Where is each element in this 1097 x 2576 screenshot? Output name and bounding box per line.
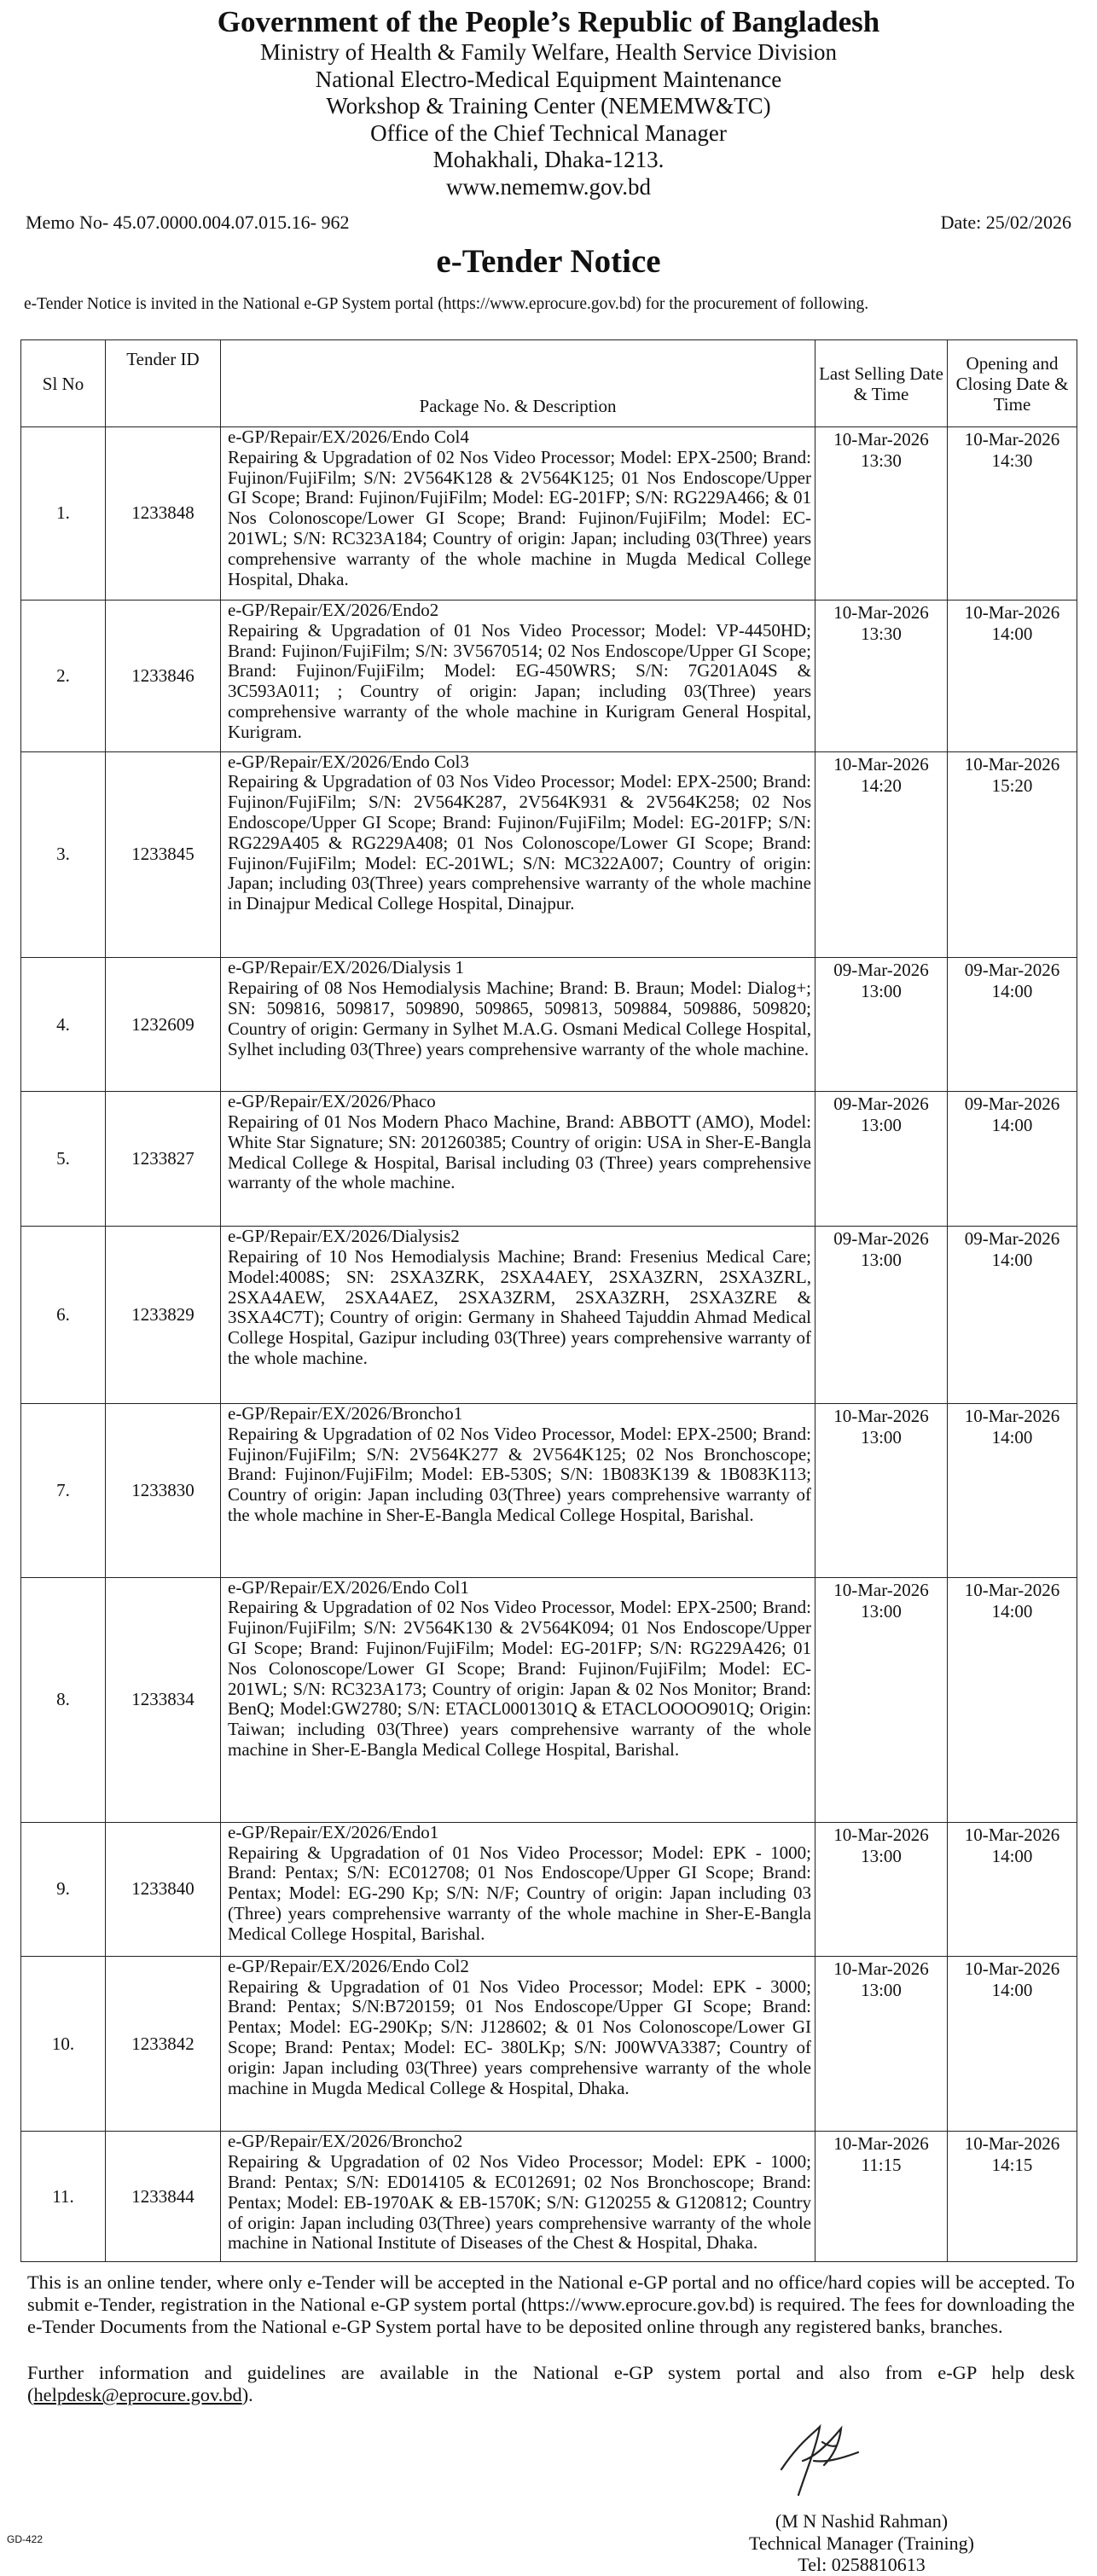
last-selling-date: 09-Mar-2026 <box>833 960 929 981</box>
tender-id-cell: 1233827 <box>106 1092 221 1227</box>
sl-no-cell: 2. <box>21 600 106 751</box>
last-selling-date: 10-Mar-2026 <box>833 429 929 450</box>
opening-date: 10-Mar-2026 <box>964 1579 1060 1600</box>
package-number: e-GP/Repair/EX/2026/Endo Col1 <box>228 1576 469 1598</box>
tender-table <box>20 339 1077 2262</box>
opening-date: 09-Mar-2026 <box>964 1228 1060 1250</box>
last-selling-time: 13:00 <box>861 1115 902 1136</box>
website-link[interactable]: www.nememw.gov.bd <box>446 173 651 200</box>
tender-id-cell: 1233830 <box>106 1403 221 1577</box>
table-row <box>21 600 1077 751</box>
table-row <box>21 1822 1077 1956</box>
last-selling-cell <box>815 2132 948 2262</box>
notice-date: Date: 25/02/2026 <box>940 212 1071 233</box>
package-description: Repairing of 08 Nos Hemodialysis Machine; Brand: B. Braun; Model: Dialog+; SN: 509816, 509817, 509890, 509865, 509813, 509884, 509886, 509820; Country of origin: Germany in Sylhet M.A.G. Osmani Medical College Hospital, Sylhet including 03(Three) years comprehensive warranty of the whole machine. <box>228 978 811 1059</box>
helpdesk-email-link[interactable]: helpdesk@eprocure.gov.bd <box>33 2384 242 2405</box>
last-selling-date: 10-Mar-2026 <box>833 1405 929 1426</box>
opening-closing-cell <box>948 1227 1077 1404</box>
last-selling-time: 13:00 <box>861 1600 902 1622</box>
table-row <box>21 1227 1077 1404</box>
package-number: e-GP/Repair/EX/2026/Endo1 <box>228 1821 439 1842</box>
description-cell <box>221 1822 815 1956</box>
last-selling-date: 10-Mar-2026 <box>833 2133 929 2155</box>
memo-row <box>26 212 1071 237</box>
last-selling-date: 10-Mar-2026 <box>833 601 929 623</box>
last-selling-cell <box>815 1092 948 1227</box>
last-selling-time: 13:00 <box>861 1426 902 1448</box>
package-number: e-GP/Repair/EX/2026/Endo Col2 <box>228 1955 469 1976</box>
opening-date: 10-Mar-2026 <box>964 753 1060 775</box>
opening-closing-cell <box>948 2132 1077 2262</box>
last-selling-time: 13:00 <box>861 1979 902 2000</box>
table-row <box>21 427 1077 600</box>
opening-time: 14:00 <box>991 1979 1033 2000</box>
package-number: e-GP/Repair/EX/2026/Endo Col3 <box>228 751 469 772</box>
description-cell <box>221 2132 815 2262</box>
sl-no-cell: 9. <box>21 1822 106 1956</box>
tender-id-cell: 1233846 <box>106 600 221 751</box>
opening-time: 14:00 <box>991 623 1033 644</box>
last-selling-date: 09-Mar-2026 <box>833 1228 929 1250</box>
opening-time: 14:00 <box>991 1600 1033 1622</box>
opening-closing-cell <box>948 1956 1077 2132</box>
opening-closing-cell <box>948 1822 1077 1956</box>
header-last-selling: Last Selling Date & Time <box>815 340 948 427</box>
sl-no-cell: 1. <box>21 427 106 600</box>
package-description: Repairing & Upgradation of 02 Nos Video Processor, Model: EPX-2500; Brand: Fujinon/FujiFilm; S/N: 2V564K130 & 2V564K094; 01 Nos Endoscope/Upper GI Scope; Brand: Fujinon/FujiFilm; Model: EG-201FP; S/N: RG229A426; 01 Nos Colonoscope/Lower GI Scope; Brand: Fujinon/FujiFilm; Model: EC-201WL; S/N: RC323A173; Country of origin: Japan & 02 Nos Monitor; Brand: BenQ; Model:GW2780; S/N: ETACL0001301Q & ETACLOOOO901Q; Origin: Taiwan; including 03(Three) years comprehensive warranty of the whole machine in Sher-E-Bangla Medical College Hospital, Barishal. <box>228 1597 811 1760</box>
header-tender-id: Tender ID <box>106 340 221 427</box>
letterhead <box>0 5 1097 200</box>
opening-closing-cell <box>948 751 1077 958</box>
last-selling-cell <box>815 958 948 1092</box>
package-description: Repairing & Upgradation of 01 Nos Video Processor; Model: EPK - 1000; Brand: Pentax; S/N: EC012708; 01 Nos Endoscope/Upper GI Scope; Brand: Pentax; Model: EG-290 Kp; S/N: N/F; Country of origin: Japan including 03 (Three) years comprehensive warranty of the whole machine in Sher-E-Bangla Medical College Hospital, Barishal. <box>228 1842 811 1944</box>
opening-time: 14:00 <box>991 981 1033 1002</box>
table-row <box>21 1403 1077 1577</box>
last-selling-time: 13:00 <box>861 1845 902 1866</box>
table-row <box>21 1577 1077 1822</box>
memo-number: Memo No- 45.07.0000.004.07.015.16- 962 <box>26 212 350 233</box>
header-opening-closing: Opening and Closing Date & Time <box>948 340 1077 427</box>
ministry-line: Ministry of Health & Family Welfare, Health Service Division <box>260 39 837 65</box>
package-number: e-GP/Repair/EX/2026/Dialysis2 <box>228 1226 460 1247</box>
sl-no-cell: 7. <box>21 1403 106 1577</box>
opening-date: 10-Mar-2026 <box>964 601 1060 623</box>
opening-time: 14:30 <box>991 450 1033 471</box>
description-cell <box>221 1403 815 1577</box>
sl-no-cell: 10. <box>21 1956 106 2132</box>
opening-date: 10-Mar-2026 <box>964 1958 1060 1979</box>
last-selling-time: 13:00 <box>861 981 902 1002</box>
last-selling-cell <box>815 1822 948 1956</box>
further-info-text: Further information and guidelines are available in the National e-GP system portal and also from e-GP help desk <box>27 2362 1075 2383</box>
signatory-tel: Tel: 0258810613 <box>798 2554 926 2575</box>
tender-id-cell: 1233834 <box>106 1577 221 1822</box>
description-cell <box>221 1577 815 1822</box>
description-cell <box>221 1956 815 2132</box>
signature-mark <box>773 2410 867 2503</box>
package-description: Repairing & Upgradation of 01 Nos Video Processor; Model: EPK - 3000; Brand: Pentax; S/N:B720159; 01 Nos Endoscope/Upper GI Scope; Brand: Pentax; Model: EG-290Kp; S/N: J128602; & 01 Nos Colonoscope/Lower GI Scope; Brand: Pentax; Model: EC- 380LKp; S/N: J00WVA3387; Country of origin: Japan including 03(Three) years comprehensive warranty of the whole machine in Mugda Medical College & Hospital, Dhaka. <box>228 1976 811 2098</box>
opening-closing-cell <box>948 1577 1077 1822</box>
office-line: Office of the Chief Technical Manager <box>370 119 727 146</box>
opening-closing-cell <box>948 1092 1077 1227</box>
form-code: GD-422 <box>7 2533 44 2545</box>
sl-no-cell: 11. <box>21 2132 106 2262</box>
further-info-end: ). <box>241 2384 253 2405</box>
last-selling-cell <box>815 600 948 751</box>
last-selling-time: 13:30 <box>861 623 902 644</box>
opening-date: 10-Mar-2026 <box>964 1824 1060 1845</box>
description-cell <box>221 600 815 751</box>
header-description: Package No. & Description <box>221 340 815 427</box>
package-number: e-GP/Repair/EX/2026/Broncho2 <box>228 2131 463 2152</box>
description-cell <box>221 1227 815 1404</box>
last-selling-cell <box>815 1577 948 1822</box>
last-selling-date: 10-Mar-2026 <box>833 753 929 775</box>
description-cell <box>221 427 815 600</box>
opening-time: 14:00 <box>991 1426 1033 1448</box>
last-selling-cell <box>815 427 948 600</box>
page-title: e-Tender Notice <box>436 243 661 280</box>
opening-time: 14:15 <box>991 2155 1033 2176</box>
package-description: Repairing of 01 Nos Modern Phaco Machine, Brand: ABBOTT (AMO), Model: White Star Signature; SN: 201260385; Country of origin: USA in Sher-E-Bangla Medical College & Hospital, Barisal including 03 (Three) years comprehensive warranty of the whole machine. <box>228 1111 811 1193</box>
address-line: Mohakhali, Dhaka-1213. <box>432 147 665 172</box>
table-row <box>21 751 1077 958</box>
header-sl-no: Sl No <box>21 340 106 427</box>
sl-no-cell: 5. <box>21 1092 106 1227</box>
opening-time: 14:00 <box>991 1250 1033 1271</box>
package-description: Repairing & Upgradation of 02 Nos Video Processor; Model: EPK - 1000; Brand: Pentax; S/N: ED014105 & EC012691; 02 Nos Bronchoscope; Brand: Pentax; Model: EB-1970AK & EB-1570K; S/N: G120255 & G120812; Country of origin: Japan including 03(Three) years comprehensive warranty of the whole machine in National Institute of Diseases of the Chest & Hospital, Dhaka. <box>228 2151 811 2254</box>
last-selling-date: 09-Mar-2026 <box>833 1094 929 1115</box>
last-selling-cell <box>815 1403 948 1577</box>
table-row <box>21 2132 1077 2262</box>
table-row <box>21 1956 1077 2132</box>
description-cell <box>221 958 815 1092</box>
opening-closing-cell <box>948 427 1077 600</box>
table-row <box>21 1092 1077 1227</box>
package-description: Repairing & Upgradation of 02 Nos Video Processor, Model: EPX-2500; Brand: Fujinon/FujiFilm; S/N: 2V564K277 & 2V564K125; 02 Nos Bronchoscope; Brand: Fujinon/FujiFilm; Model: EB-530S; S/N: 1B083K139 & 1B083K113; Country of origin: Japan including 03(Three) years comprehensive warranty of the whole machine in Sher-E-Bangla Medical College Hospital, Barishal. <box>228 1423 811 1525</box>
last-selling-cell <box>815 1227 948 1404</box>
table-row <box>21 958 1077 1092</box>
government-title: Government of the People’s Republic of Bangladesh <box>217 5 880 38</box>
opening-date: 10-Mar-2026 <box>964 2133 1060 2155</box>
opening-date: 10-Mar-2026 <box>964 1405 1060 1426</box>
tender-id-cell: 1233842 <box>106 1956 221 2132</box>
organization-line: National Electro-Medical Equipment Maintenance <box>315 66 782 92</box>
package-description: Repairing & Upgradation of 01 Nos Video Processor; Model: VP-4450HD; Brand: Fujinon/FujiFilm; S/N: 3V5670514; 02 Nos Endoscope/Upper GI Scope; Brand: Fujinon/FujiFilm; Model: EG-450WRS; S/N: 7G201A04S & 3C593A011; ; Country of origin: Japan; including 03(Three) years comprehensive warranty of the whole machine in Kurigram General Hospital, Kurigram. <box>228 619 811 742</box>
opening-time: 15:20 <box>991 775 1033 796</box>
last-selling-date: 10-Mar-2026 <box>833 1824 929 1845</box>
package-number: e-GP/Repair/EX/2026/Endo Col4 <box>228 426 469 447</box>
last-selling-date: 10-Mar-2026 <box>833 1958 929 1979</box>
opening-date: 10-Mar-2026 <box>964 429 1060 450</box>
opening-closing-cell <box>948 958 1077 1092</box>
tender-id-cell: 1233840 <box>106 1822 221 1956</box>
package-number: e-GP/Repair/EX/2026/Phaco <box>228 1091 436 1112</box>
intro-text: e-Tender Notice is invited in the National e-GP System portal (https://www.eprocure.gov.bd) for the procurement of following. <box>24 295 869 313</box>
organization-line-2: Workshop & Training Center (NEMEMW&TC) <box>326 93 771 119</box>
tender-id-cell: 1233848 <box>106 427 221 600</box>
opening-date: 09-Mar-2026 <box>964 1094 1060 1115</box>
package-number: e-GP/Repair/EX/2026/Dialysis 1 <box>228 957 465 978</box>
tender-id-cell: 1233844 <box>106 2132 221 2262</box>
tender-rows <box>21 427 1077 2262</box>
last-selling-cell <box>815 751 948 958</box>
sl-no-cell: 8. <box>21 1577 106 1822</box>
opening-time: 14:00 <box>991 1845 1033 1866</box>
package-number: e-GP/Repair/EX/2026/Endo2 <box>228 599 439 620</box>
opening-closing-cell <box>948 600 1077 751</box>
online-tender-paragraph: This is an online tender, where only e-Tender will be accepted in the National e-GP portal and no office/hard copies will be accepted. To submit e-Tender, registration in the National e-GP system portal (https://www.eprocure.gov.bd) is required. The fees for downloading the e-Tender Documents from the National e-GP System portal have to be deposited online through any registered banks, branches. <box>27 2271 1075 2337</box>
sl-no-cell: 4. <box>21 958 106 1092</box>
description-cell <box>221 1092 815 1227</box>
sl-no-cell: 3. <box>21 751 106 958</box>
last-selling-cell <box>815 1956 948 2132</box>
last-selling-time: 14:20 <box>861 775 902 796</box>
last-selling-time: 11:15 <box>861 2155 902 2176</box>
last-selling-time: 13:00 <box>861 1250 902 1271</box>
tender-id-cell: 1233829 <box>106 1227 221 1404</box>
package-description: Repairing of 10 Nos Hemodialysis Machine; Brand: Fresenius Medical Care; Model:4008S; SN: 2SXA3ZRK, 2SXA4AEY, 2SXA3ZRN, 2SXA3ZRL, 2SXA4AEW, 2SXA4AEZ, 2SXA3ZRM, 2SXA3ZRH, 2SXA3ZRE & 3SXA4C7T); Country of origin: Germany in Shaheed Tajuddin Ahmad Medical College Hospital, Gazipur including 03(Three) years comprehensive warranty of the whole machine. <box>228 1245 811 1368</box>
opening-closing-cell <box>948 1403 1077 1577</box>
tender-id-cell: 1232609 <box>106 958 221 1092</box>
last-selling-date: 10-Mar-2026 <box>833 1579 929 1600</box>
opening-date: 09-Mar-2026 <box>964 960 1060 981</box>
last-selling-time: 13:30 <box>861 450 902 471</box>
signatory-name: (M N Nashid Rahman) <box>775 2510 949 2532</box>
sl-no-cell: 6. <box>21 1227 106 1404</box>
tender-id-cell: 1233845 <box>106 751 221 958</box>
package-description: Repairing & Upgradation of 02 Nos Video Processor; Model: EPX-2500; Brand: Fujinon/FujiFilm; S/N: 2V564K128 & 2V564K125; 01 Nos Endoscope/Upper GI Scope; Brand: Fujinon/FujiFilm; Model: EG-201FP; S/N: RG229A466; & 01 Nos Colonoscope/Lower GI Scope; Brand: Fujinon/FujiFilm; Model: EC-201WL; S/N: RC323A184; Country of origin: Japan; including 03(Three) years comprehensive warranty of the whole machine in Mugda Medical College Hospital, Dhaka. <box>228 446 811 589</box>
further-info-paragraph: Further information and guidelines are available in the National e-GP system portal and also from e-GP help desk (helpdesk@eprocure.gov.bd). <box>27 2362 1075 2405</box>
signatory-designation: Technical Manager (Training) <box>749 2532 974 2554</box>
opening-time: 14:00 <box>991 1115 1033 1136</box>
package-number: e-GP/Repair/EX/2026/Broncho1 <box>228 1402 463 1424</box>
package-description: Repairing & Upgradation of 03 Nos Video Processor; Model: EPX-2500; Brand: Fujinon/FujiFilm; S/N: 2V564K287, 2V564K931 & 2V564K258; 02 Nos Endoscope/Upper GI Scope; Brand: Fujinon/FujiFilm; Model: EG-201FP; S/N: RG229A405 & RG229A408; 01 Nos Colonoscope/Lower GI Scope; Brand: Fujinon/FujiFilm; Model: EC-201WL; S/N: MC322A007; Country of origin: Japan; including 03(Three) years comprehensive warranty of the whole machine in Dinajpur Medical College Hospital, Dinajpur. <box>228 771 811 914</box>
description-cell <box>221 751 815 958</box>
